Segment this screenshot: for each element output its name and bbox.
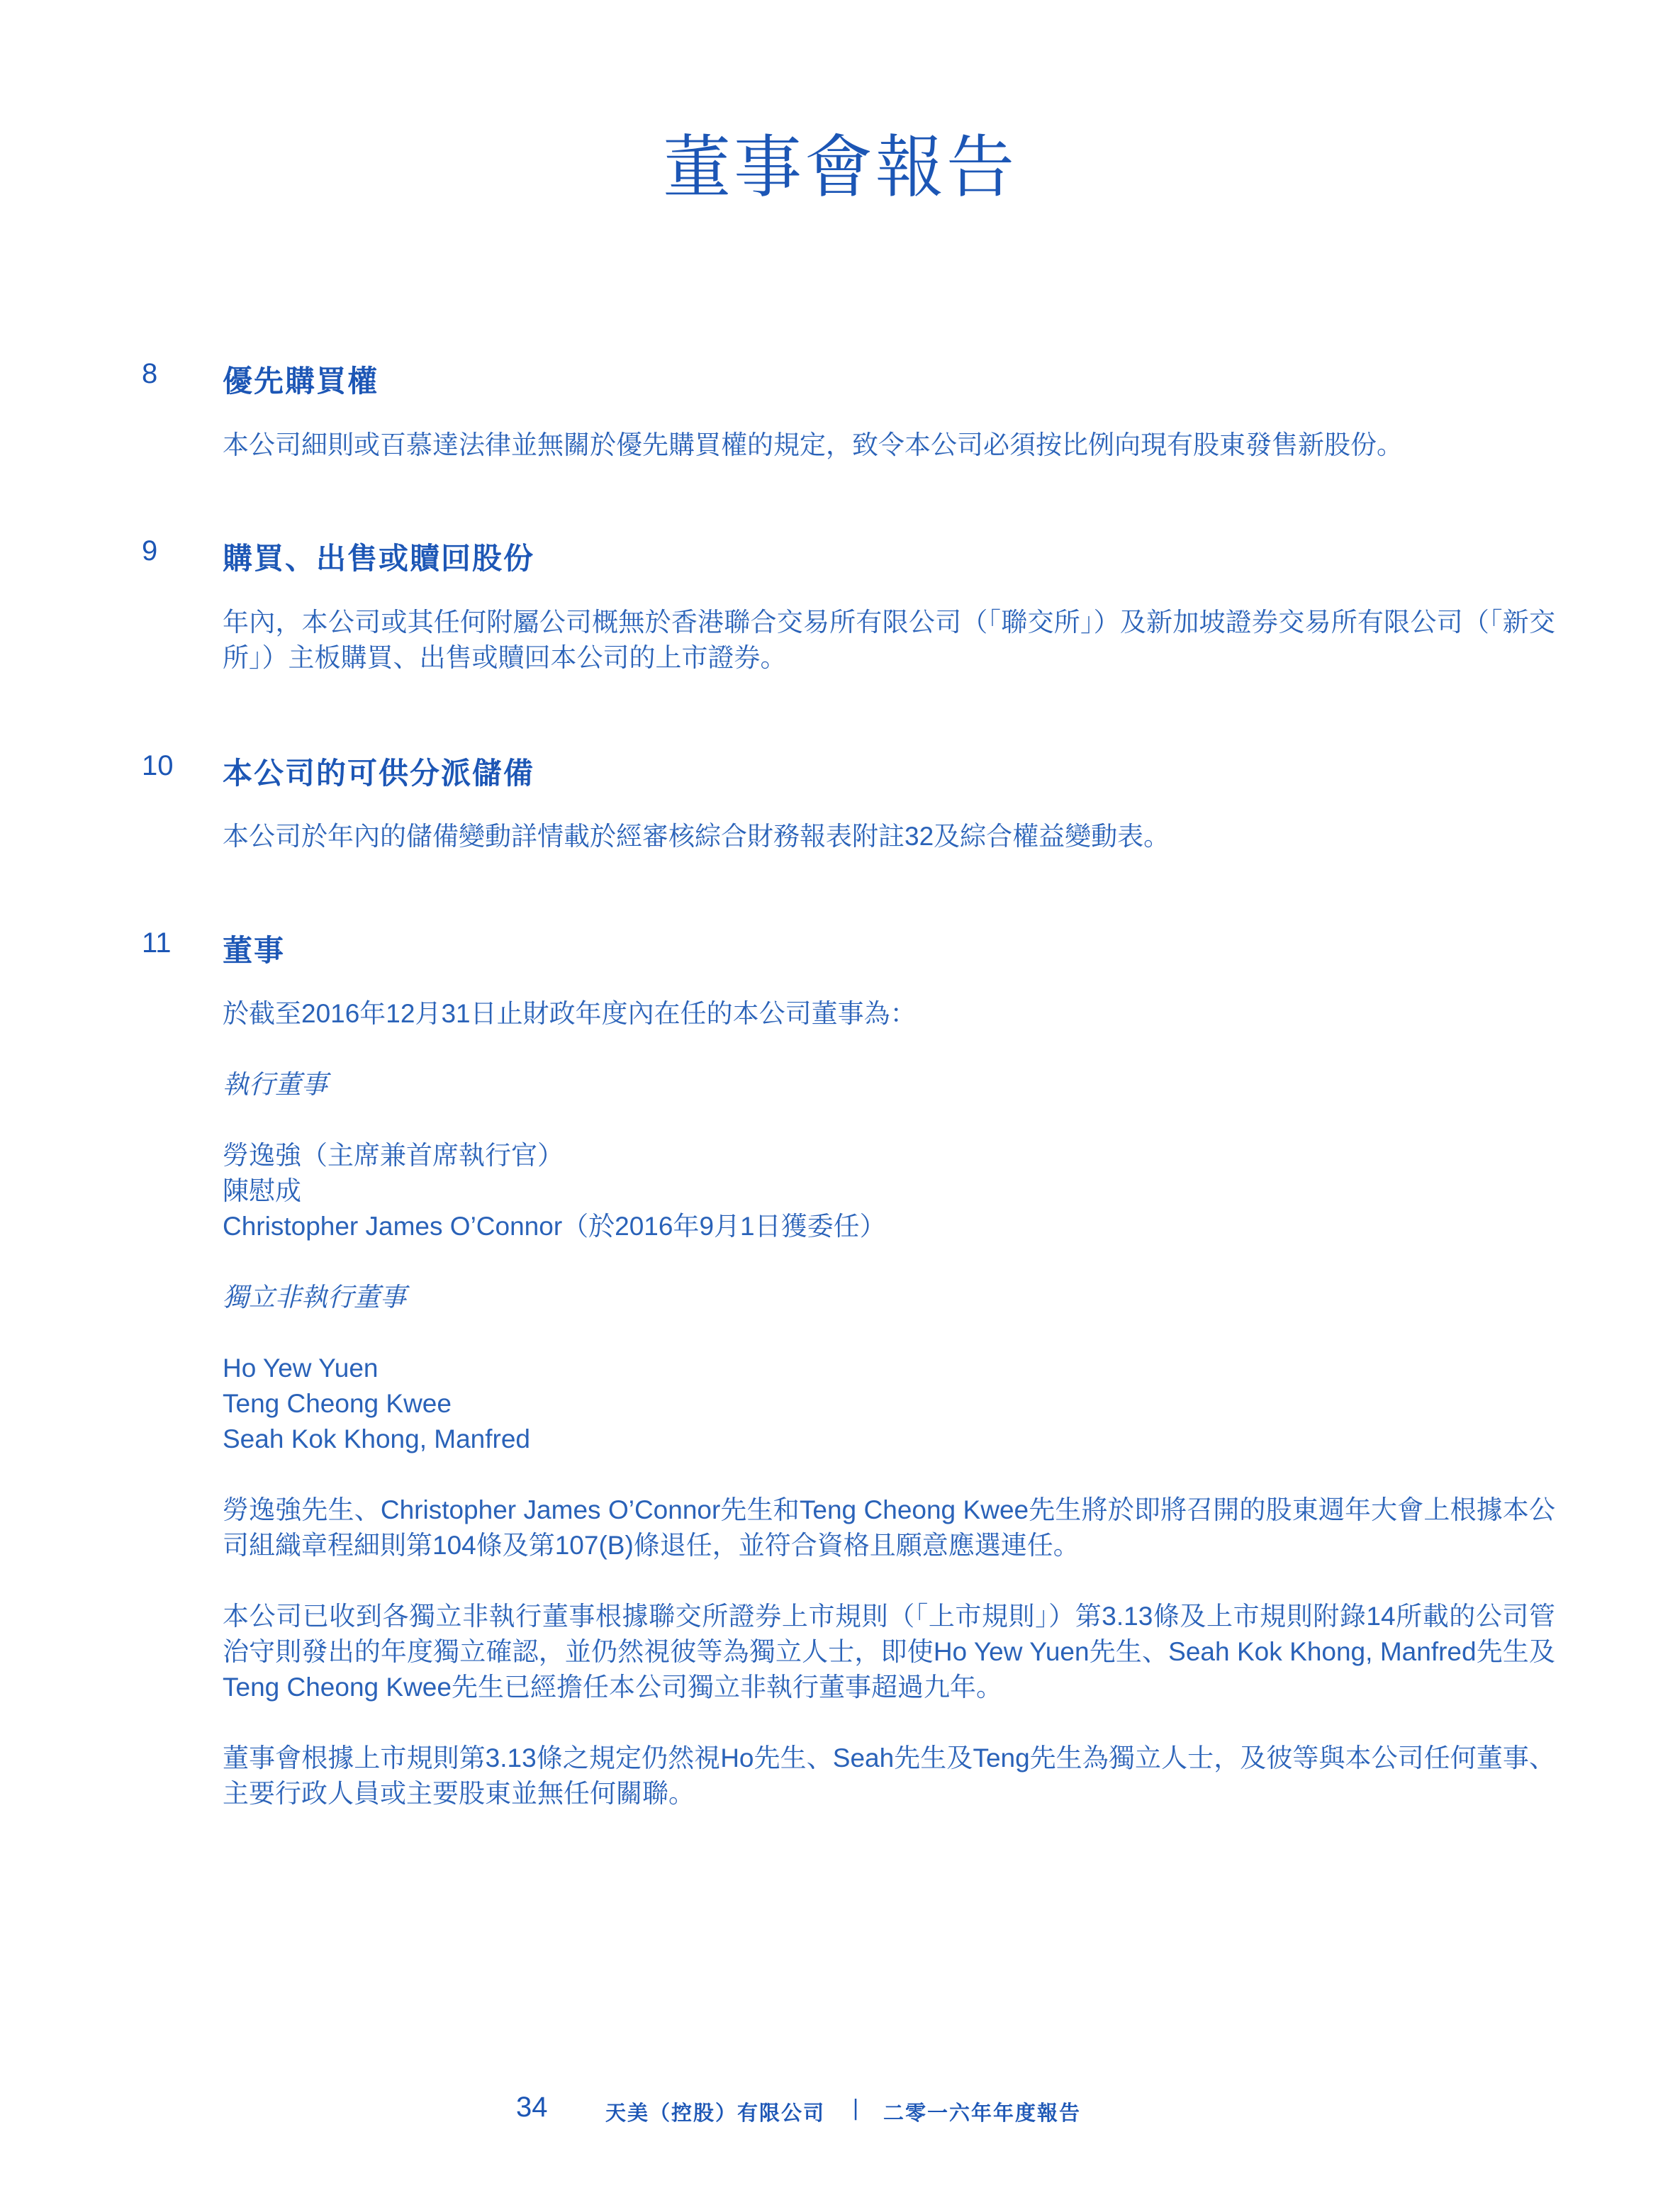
section-9-body [223,605,1555,676]
section-number: 11 [142,927,172,959]
page-title: 董事會報告 [663,128,1017,207]
directors-intro: 於截至2016年12月31日止財政年度內在任的本公司董事為： [223,999,917,1028]
section-heading: 本公司的可供分派儲備 [223,756,535,791]
section-number: 9 [142,535,158,566]
page-number: 34 [516,2092,548,2123]
section-number: 10 [142,750,174,781]
independent-directors-heading: 獨立非執行董事 [223,1283,406,1312]
section-number: 8 [142,358,158,389]
footer-report-name: 二零一六年年度報告 [883,2101,1082,2125]
executive-directors-heading: 執行董事 [223,1070,327,1099]
section-11 [0,927,1680,970]
section-heading: 購買、出售或贖回股份 [223,541,535,576]
director-name: Christopher James O’Connor（於2016年9月1日獲委任） [223,1212,886,1241]
section-8 [0,358,1680,401]
section-9 [0,535,1680,578]
director-name: 陳慰成 [223,1176,301,1205]
independent-directors-list [223,1351,1555,1457]
section-11-body [223,996,1555,1812]
director-name: Ho Yew Yuen [223,1353,379,1383]
paragraph: 本公司已收到各獨立非執行董事根據聯交所證券上市規則（「上市規則」）第3.13條及上市規則附錄14所載的公司管治守則發出的年度獨立確認，並仍然視彼等為獨立人士，即使Ho Yew Yuen先生、Seah Kok Khong, Manfred先生及Teng Cheong Kwee先生已經擔任本公司獨立非執行董事超過九年。 [223,1602,1555,1702]
section-heading: 優先購買權 [223,364,379,398]
paragraph: 勞逸強先生、Christopher James O’Connor先生和Teng Cheong Kwee先生將於即將召開的股東週年大會上根據本公司組織章程細則第104條及第107(B)條退任，並符合資格且願意應選連任。 [223,1495,1555,1560]
paragraph: 董事會根據上市規則第3.13條之規定仍然視Ho先生、Seah先生及Teng先生為獨立人士，及彼等與本公司任何董事、主要行政人員或主要股東並無任何關聯。 [223,1743,1555,1808]
page-footer [0,2092,1680,2134]
paragraph: 本公司細則或百慕達法律並無關於優先購買權的規定，致令本公司必須按比例向現有股東發售新股份。 [223,430,1403,459]
footer-company-name: 天美（控股）有限公司 [605,2101,826,2125]
section-10-body [223,819,1555,854]
director-name: Teng Cheong Kwee [223,1389,452,1418]
footer-separator: | [852,2096,860,2121]
section-8-body [223,428,1555,463]
director-name: Seah Kok Khong, Manfred [223,1424,531,1453]
director-name: 勞逸強（主席兼首席執行官） [223,1141,564,1170]
paragraph: 本公司於年內的儲備變動詳情載於經審核綜合財務報表附註32及綜合權益變動表。 [223,822,1170,851]
section-10 [0,750,1680,793]
paragraph: 年內，本公司或其任何附屬公司概無於香港聯合交易所有限公司（「聯交所」）及新加坡證券交易所有限公司（「新交所」）主板購買、出售或贖回本公司的上市證券。 [223,608,1555,672]
executive-directors-list [223,1138,1555,1244]
section-heading: 董事 [223,933,286,968]
